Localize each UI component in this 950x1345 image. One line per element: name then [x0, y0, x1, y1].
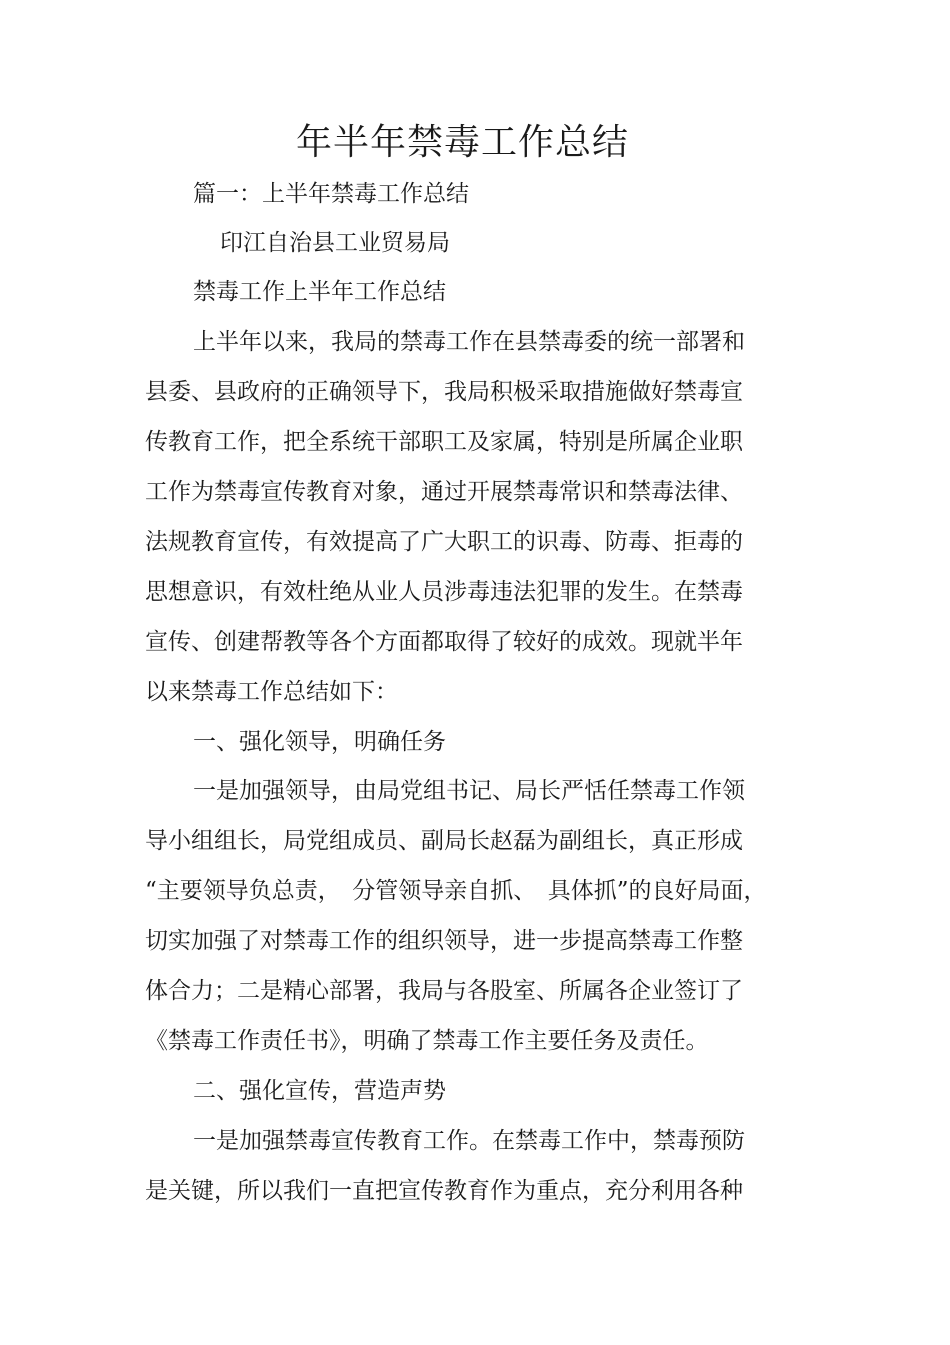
section-heading: 篇一：上半年禁毒工作总结 [193, 181, 469, 207]
paragraph-line: 《禁毒工作责任书》，明确了禁毒工作主要任务及责任。 [145, 1028, 709, 1054]
paragraph-line: 导小组组长，局党组成员、副局长赵磊为副组长，真正形成 [145, 828, 743, 854]
paragraph-line: 法规教育宣传，有效提高了广大职工的识毒、防毒、拒毒的 [145, 529, 743, 555]
paragraph-line: 切实加强了对禁毒工作的组织领导，进一步提高禁毒工作整 [145, 928, 743, 954]
paragraph-line: 思想意识，有效杜绝从业人员涉毒违法犯罪的发生。在禁毒 [145, 579, 743, 605]
paragraph-line: 宣传、创建帮教等各个方面都取得了较好的成效。现就半年 [145, 629, 743, 655]
document-title: 年半年禁毒工作总结 [295, 122, 629, 163]
paragraph-line: 传教育工作，把全系统干部职工及家属，特别是所属企业职 [145, 429, 743, 455]
paragraph-line: 体合力；二是精心部署，我局与各股室、所属各企业签订了 [145, 978, 743, 1004]
section-heading: 一、强化领导，明确任务 [193, 729, 446, 755]
paragraph-line: “主要领导负总责， 分管领导亲自抓、 具体抓”的良好局面， [145, 878, 767, 904]
paragraph-line: 工作为禁毒宣传教育对象，通过开展禁毒常识和禁毒法律、 [145, 479, 743, 505]
organization-name: 印江自治县工业贸易局 [220, 230, 450, 256]
subtitle: 禁毒工作上半年工作总结 [193, 279, 446, 305]
paragraph-line: 一是加强领导，由局党组书记、局长严恬任禁毒工作领 [193, 778, 745, 804]
section-heading: 二、强化宣传，营造声势 [193, 1078, 446, 1104]
paragraph-line: 上半年以来，我局的禁毒工作在县禁毒委的统一部署和 [193, 329, 745, 355]
paragraph-line: 一是加强禁毒宣传教育工作。在禁毒工作中，禁毒预防 [193, 1128, 745, 1154]
paragraph-line: 以来禁毒工作总结如下： [145, 679, 398, 705]
paragraph-line: 县委、县政府的正确领导下，我局积极采取措施做好禁毒宣 [145, 379, 743, 405]
paragraph-line: 是关键，所以我们一直把宣传教育作为重点，充分利用各种 [145, 1178, 743, 1204]
